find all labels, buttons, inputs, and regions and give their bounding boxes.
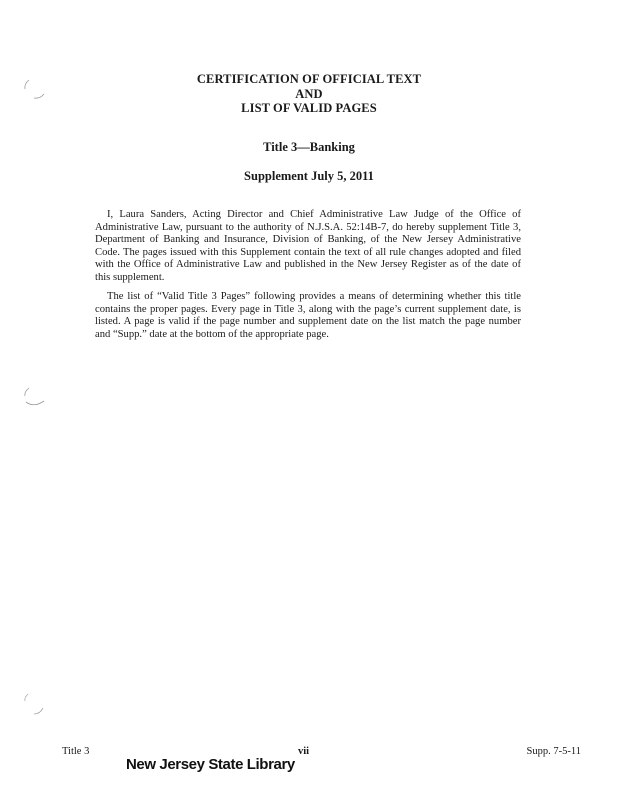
footer-title: Title 3 xyxy=(62,746,90,757)
heading-line-3: LIST OF VALID PAGES xyxy=(241,101,377,115)
title-name: Title 3—Banking xyxy=(263,140,355,154)
footer-supplement: Supp. 7-5-11 xyxy=(526,746,581,757)
punch-hole-mark-bottom xyxy=(20,690,48,718)
heading-line-1: CERTIFICATION OF OFFICIAL TEXT xyxy=(196,72,422,86)
heading-line-2: AND xyxy=(295,86,323,101)
valid-pages-paragraph: The list of “Valid Title 3 Pages” following provides a means of determining whether this title contains the proper pages. Every page in Title 3, along with the page’s current supplement date, is listed. A page is valid if the page number and supplement date on the list match the page number and “Supp.” date at the bottom of the appropriate page. xyxy=(95,291,521,340)
certification-heading xyxy=(0,72,618,116)
footer-page-number: vii xyxy=(298,746,310,757)
supplement-date: Supplement July 5, 2011 xyxy=(244,169,374,183)
certification-paragraph: I, Laura Sanders, Acting Director and Chief Administrative Law Judge of the Office of Administrative Law, pursuant to the authority of N.J.S.A. 52:14B-7, do hereby supplement Title 3, Department of Banking and Insurance, Division of Banking, of the New Jersey Administrative Code. The pages issued with this Supplement contain the text of all rule changes adopted and filed with the Office of Administrative Law and published in the New Jersey Register as of the date of this supplement. xyxy=(95,209,521,283)
library-stamp: New Jersey State Library xyxy=(126,756,295,773)
punch-hole-mark-middle xyxy=(20,384,48,412)
